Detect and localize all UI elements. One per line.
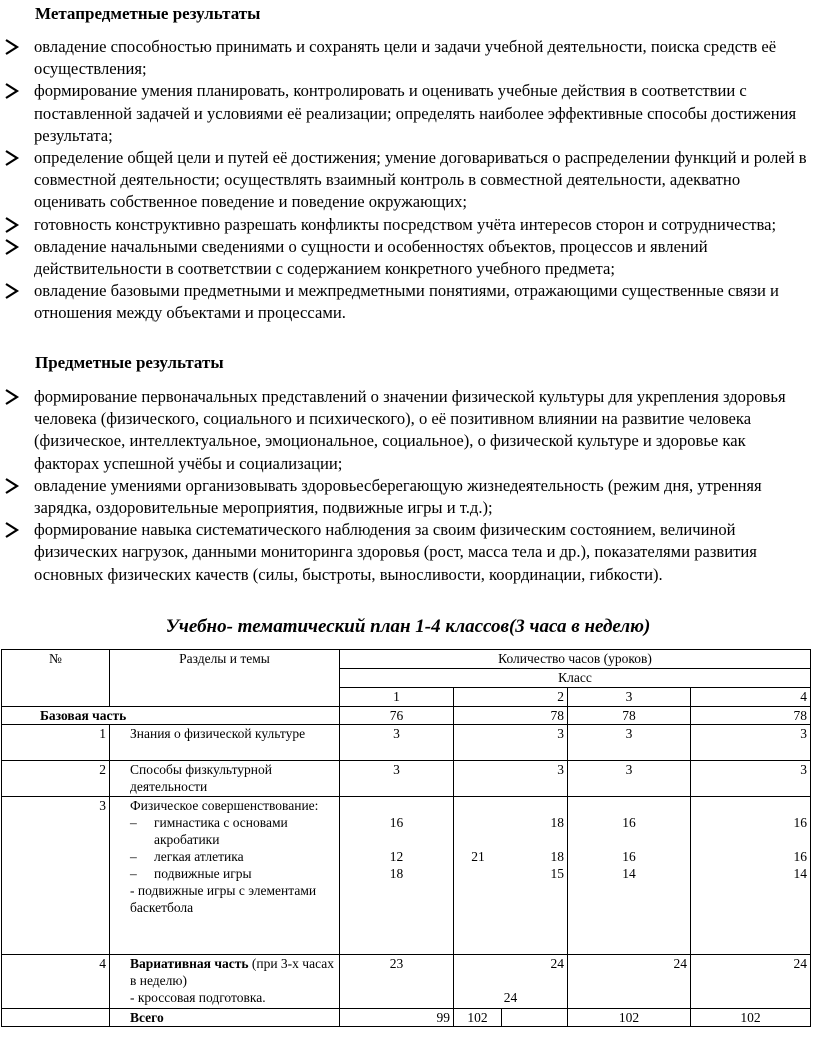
table-cell <box>110 955 340 1009</box>
table-text: 18 <box>550 849 564 864</box>
curriculum-table <box>1 649 811 1027</box>
subject-results-heading: Предметные результаты <box>35 353 224 372</box>
variative-label: Вариативная часть <box>130 956 249 971</box>
arrow-bullet-icon <box>4 387 20 407</box>
total-label: Всего <box>110 1009 340 1027</box>
table-cell: 3 <box>691 761 811 797</box>
table-cell <box>454 955 568 1009</box>
table-text: Физическое совершенствование: <box>130 798 319 813</box>
table-text: 24 <box>550 956 564 971</box>
table-row <box>2 707 811 725</box>
table-cell: 3 <box>568 725 691 761</box>
table-row <box>2 955 811 1009</box>
list-item: формирование навыка систематического наблюдения за своим физическим состоянием, величиной физических нагрузок, данными мониторинга здоровья (рост, масса тела и др.), показателями развития основных физических качеств (силы, быстроты, выносливости, координации, гибкости). <box>4 519 812 586</box>
table-text: – гимнастика с основами акробатики <box>130 815 288 847</box>
table-text: 16 <box>622 849 636 864</box>
meta-results-heading: Метапредметные результаты <box>35 4 261 23</box>
list-item: овладение умениями организовывать здоровьесберегающую жизнедеятельность (режим дня, утренняя зарядка, оздоровительные мероприятия, подвижные игры и т.д.); <box>4 475 812 519</box>
table-row <box>2 725 811 761</box>
arrow-bullet-icon <box>4 476 20 496</box>
table-cell: 102 <box>568 1009 691 1027</box>
header-grade: 3 <box>568 688 691 707</box>
table-row <box>2 1009 811 1027</box>
list-item: овладение начальными сведениями о сущности и особенностях объектов, процессов и явлений действительности в соответствии с содержанием конкретного учебного предмета; <box>4 236 812 280</box>
table-cell: 99 <box>340 1009 454 1027</box>
header-hours: Количество часов (уроков) <box>340 650 811 669</box>
table-cell <box>568 797 691 955</box>
arrow-bullet-icon <box>4 237 20 257</box>
list-item: формирование первоначальных представлений о значении физической культуры для укрепления здоровья человека (физического, социального и психического), о её позитивном влиянии на развитие человека (физическое, интеллектуальное, эмоциональное, социальное), о физической культуре и здоровье как факторах успешной учёбы и социализации; <box>4 386 812 475</box>
table-cell <box>454 797 568 955</box>
table-text: - кроссовая подготовка. <box>130 990 266 1005</box>
header-class: Класс <box>340 669 811 688</box>
table-text: – легкая атлетика <box>130 849 244 864</box>
plan-title: Учебно- тематический план 1-4 классов(3 часа в неделю) <box>165 616 651 637</box>
table-cell: 102 <box>454 1009 502 1027</box>
table-text: 14 <box>793 866 808 881</box>
list-item: определение общей цели и путей её достижения; умение договариваться о распределении функций и ролей в совместной деятельности; осуществлять взаимный контроль в совместной деятельности, адекватно оценивать собственное поведение и поведение окружающих; <box>4 147 812 214</box>
table-cell <box>2 1009 110 1027</box>
table-row <box>2 797 811 955</box>
table-text: 18 <box>550 815 564 830</box>
table-text: 18 <box>389 866 404 881</box>
table-cell: Знания о физической культуре <box>110 725 340 761</box>
list-item: готовность конструктивно разрешать конфликты посредством учёта интересов сторон и сотрудничества; <box>4 214 812 236</box>
table-cell <box>340 797 454 955</box>
arrow-bullet-icon <box>4 81 20 101</box>
table-cell: 3 <box>454 761 568 797</box>
table-cell: 78 <box>454 707 568 725</box>
list-item: овладение базовыми предметными и межпредметными понятиями, отражающими существенные связи и отношения между объектами и процессами. <box>4 280 812 324</box>
table-cell: 102 <box>691 1009 811 1027</box>
table-text: 12 <box>389 849 404 864</box>
table-cell: 78 <box>568 707 691 725</box>
header-grade: 4 <box>691 688 811 707</box>
table-cell: 3 <box>340 761 454 797</box>
table-cell <box>691 797 811 955</box>
table-text: 16 <box>389 815 404 830</box>
table-cell: 3 <box>454 725 568 761</box>
header-grade: 2 <box>454 688 568 707</box>
arrow-bullet-icon <box>4 520 20 540</box>
table-header-row <box>2 650 811 669</box>
meta-results-list <box>4 36 812 325</box>
table-row <box>2 761 811 797</box>
list-item: овладение способностью принимать и сохранять цели и задачи учебной деятельности, поиска средств её осуществления; <box>4 36 812 80</box>
table-cell: Способы физкультурной деятельности <box>110 761 340 797</box>
table-cell: 3 <box>691 725 811 761</box>
table-text: 24 <box>503 990 518 1005</box>
arrow-bullet-icon <box>4 281 20 301</box>
table-text: - подвижные игры с элементами баскетбола <box>130 883 317 915</box>
table-cell: 24 <box>691 955 811 1009</box>
table-text: 16 <box>793 815 808 830</box>
table-cell <box>502 1009 568 1027</box>
table-cell: 78 <box>691 707 811 725</box>
table-text: 15 <box>550 866 564 881</box>
table-cell: 1 <box>2 725 110 761</box>
header-num: № <box>2 650 110 707</box>
arrow-bullet-icon <box>4 37 20 57</box>
table-cell: 2 <box>2 761 110 797</box>
arrow-bullet-icon <box>4 148 20 168</box>
subject-results-list <box>4 386 812 586</box>
base-part-label: Базовая часть <box>2 707 340 725</box>
table-cell: 24 <box>568 955 691 1009</box>
table-cell: 4 <box>2 955 110 1009</box>
table-cell: 23 <box>340 955 454 1009</box>
arrow-bullet-icon <box>4 215 20 235</box>
table-cell: 3 <box>340 725 454 761</box>
table-cell: 3 <box>2 797 110 955</box>
table-text: 21 <box>471 849 485 864</box>
table-text: 14 <box>622 866 636 881</box>
table-cell: 76 <box>340 707 454 725</box>
table-cell: 3 <box>568 761 691 797</box>
table-text: 16 <box>793 849 808 864</box>
table-text: (при 3-х часах в неделю) <box>130 956 334 988</box>
table-cell <box>110 797 340 955</box>
header-sections: Разделы и темы <box>110 650 340 707</box>
header-grade: 1 <box>340 688 454 707</box>
list-item: формирование умения планировать, контролировать и оценивать учебные действия в соответствии с поставленной задачей и условиями её реализации; определять наиболее эффективные способы достижения результата; <box>4 80 812 147</box>
table-text: – подвижные игры <box>130 866 252 881</box>
table-text: 16 <box>622 815 636 830</box>
